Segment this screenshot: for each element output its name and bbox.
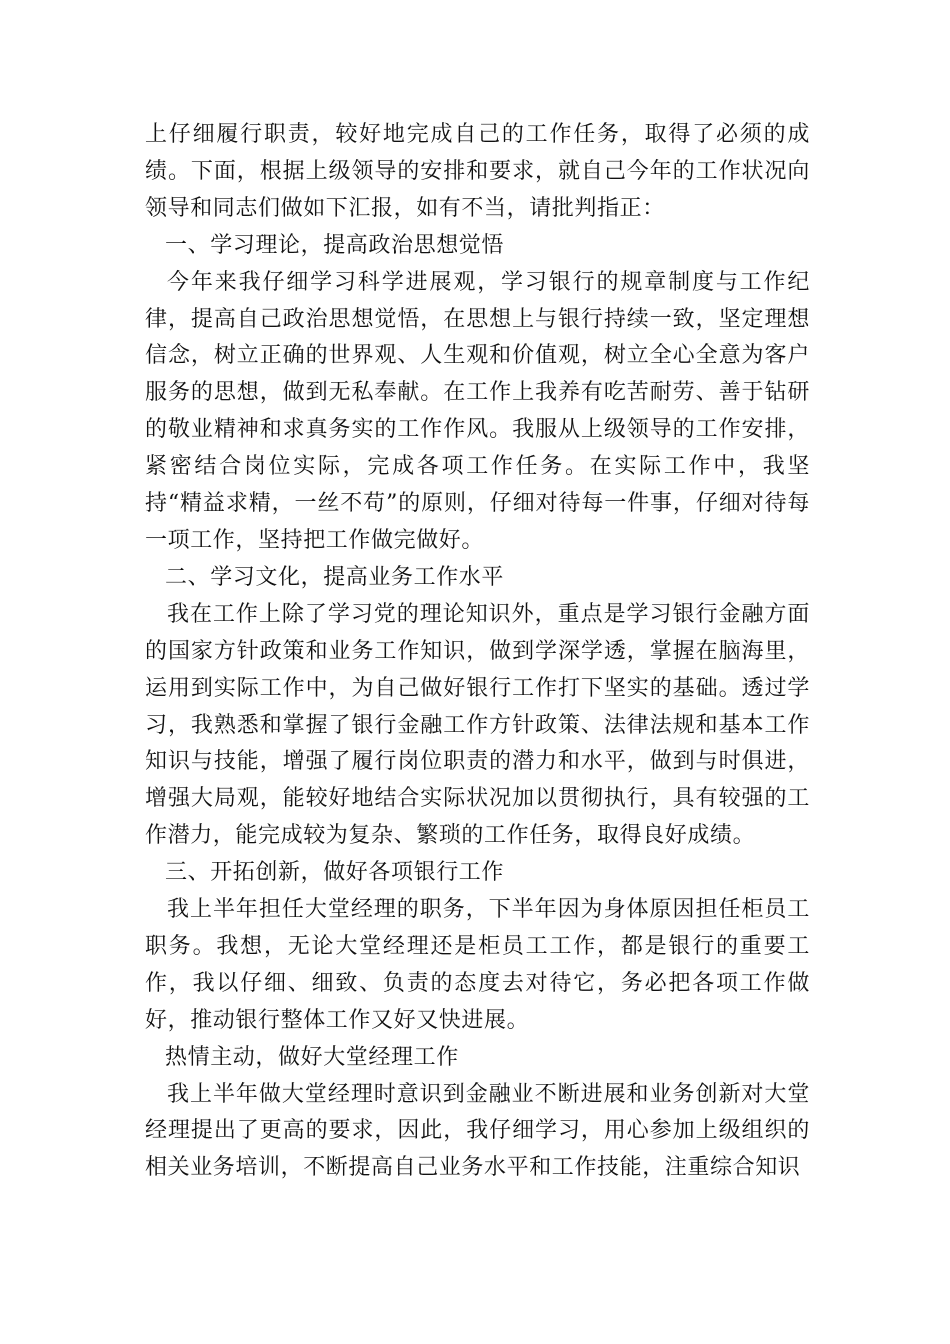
section-heading-3: 三、开拓创新，做好各项银行工作 xyxy=(165,860,505,886)
paragraph-section-3: 我上半年担任大堂经理的职务，下半年因为身体原因担任柜员工职务。我想，无论大堂经理还是柜员工工作，都是银行的重要工作，我以仔细、细致、负责的态度去对待它，务必把各项工作做好，推动银行整体工作又好又快进展。 xyxy=(145,897,810,1033)
paragraph-lobby-manager: 我上半年做大堂经理时意识到金融业不断进展和业务创新对大堂经理提出了更高的要求，因此，我仔细学习，用心参加上级组织的相关业务培训，不断提高自己业务水平和工作技能，注重综合知识 xyxy=(145,1081,810,1181)
paragraph-intro: 上仔细履行职责，较好地完成自己的工作任务，取得了必须的成绩。下面，根据上级领导的安排和要求，就自己今年的工作状况向领导和同志们做如下汇报，如有不当，请批判指正： xyxy=(145,122,810,221)
subsection-heading-lobby-manager: 热情主动，做好大堂经理工作 xyxy=(165,1044,459,1070)
section-heading-2: 二、学习文化，提高业务工作水平 xyxy=(165,564,505,590)
section-heading-1: 一、学习理论，提高政治思想觉悟 xyxy=(165,232,505,258)
paragraph-section-1: 今年来我仔细学习科学进展观，学习银行的规章制度与工作纪律，提高自己政治思想觉悟，在思想上与银行持续一致，坚定理想信念，树立正确的世界观、人生观和价值观，树立全心全意为客户服务的思想，做到无私奉献。在工作上我养有吃苦耐劳、善于钻研的敬业精神和求真务实的工作作风。我服从上级领导的工作安排，紧密结合岗位实际，完成各项工作任务。在实际工作中，我坚持“精益求精，一丝不苟”的原则，仔细对待每一件事，仔细对待每一项工作，坚持把工作做完做好。 xyxy=(145,269,810,553)
paragraph-section-2: 我在工作上除了学习党的理论知识外，重点是学习银行金融方面的国家方针政策和业务工作知识，做到学深学透，掌握在脑海里，运用到实际工作中，为自己做好银行工作打下坚实的基础。透过学习，我熟悉和掌握了银行金融工作方针政策、法律法规和基本工作知识与技能，增强了履行岗位职责的潜力和水平，做到与时俱进，增强大局观，能较好地结合实际状况加以贯彻执行，具有较强的工作潜力，能完成较为复杂、繁琐的工作任务，取得良好成绩。 xyxy=(145,601,810,849)
document-body xyxy=(145,117,810,1187)
